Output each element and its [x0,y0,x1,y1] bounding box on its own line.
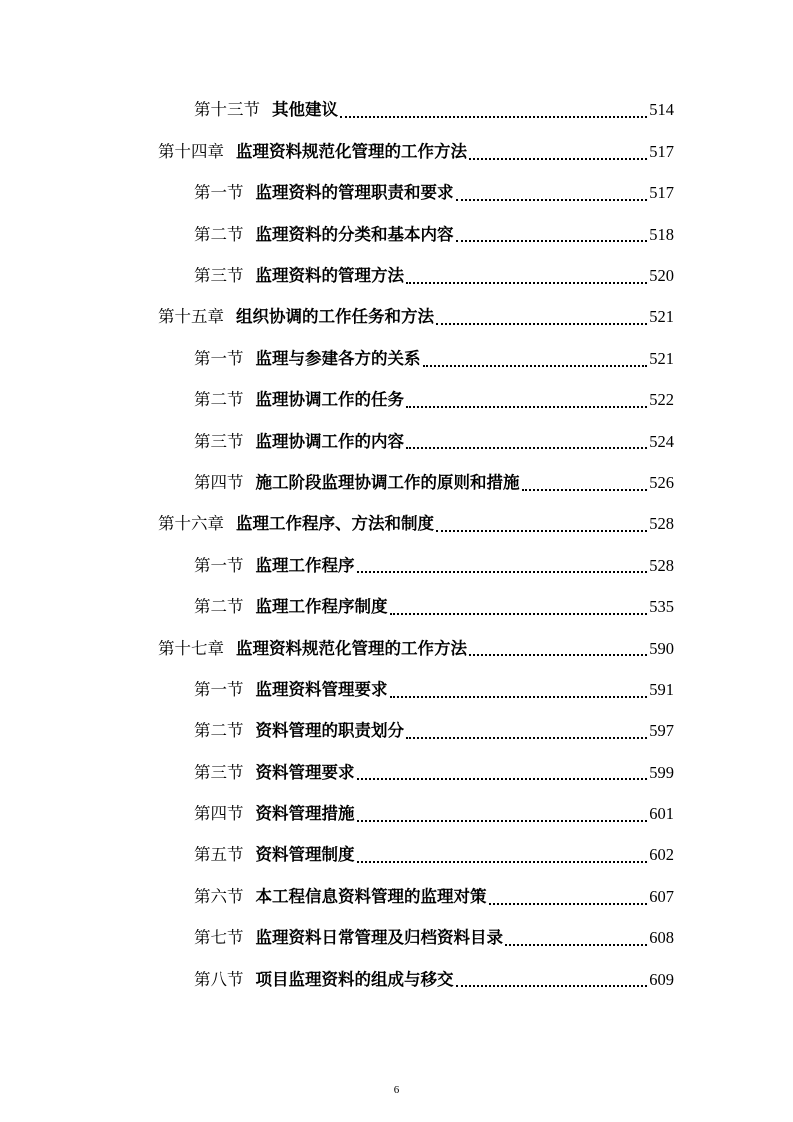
toc-entry-page: 517 [649,141,674,161]
toc-entry-number: 第三节 [194,266,244,285]
toc-entry-title: 监理资料规范化管理的工作方法 [236,141,467,161]
toc-entry-page: 528 [649,555,674,575]
toc-entry-page: 521 [649,307,674,327]
toc-entry-number: 第五节 [194,845,244,865]
toc-leader-dots [406,405,647,408]
toc-leader-dots [357,777,648,780]
toc-leader-dots [469,157,647,160]
toc-entry-page: 591 [649,679,674,699]
toc-leader-dots [436,529,647,532]
toc-entry[interactable] [0,380,793,421]
toc-entry-number: 第十七章 [158,638,224,658]
toc-entry[interactable] [0,628,793,669]
toc-entry[interactable] [0,752,793,793]
toc-entry-title: 资料管理措施 [255,804,355,824]
toc-entry-page: 521 [649,348,674,368]
toc-entry-title: 监理协调工作的任务 [255,390,404,410]
toc-entry-number: 第一节 [194,348,244,368]
toc-entry-number: 第二节 [194,224,244,244]
toc-entry-title: 项目监理资料的组成与移交 [255,969,454,989]
toc-entry[interactable] [0,421,793,462]
toc-entry[interactable] [0,297,793,338]
toc-entry-title: 监理资料规范化管理的工作方法 [236,638,467,658]
toc-entry-title: 资料管理要求 [255,762,355,782]
toc-entry[interactable] [0,587,793,628]
toc-entry-page: 518 [649,224,674,244]
toc-entry[interactable] [0,876,793,917]
toc-leader-dots [436,322,647,325]
toc-entry-title: 施工阶段监理协调工作的原则和措施 [255,472,520,492]
toc-leader-dots [469,653,647,656]
toc-leader-dots [357,570,648,573]
toc-entry-page: 526 [649,472,674,492]
toc-entry-page: 535 [649,597,674,617]
toc-entry-page: 601 [649,804,674,824]
toc-entry-title: 组织协调的工作任务和方法 [236,307,434,327]
toc-leader-dots [390,695,648,698]
toc-entry[interactable] [0,918,793,959]
toc-entry[interactable] [0,463,793,504]
toc-entry-number: 第十三节 [194,100,260,120]
toc-leader-dots [406,281,647,284]
toc-entry-page: 514 [649,100,674,120]
toc-leader-dots [390,612,648,615]
toc-entry-page: 517 [649,183,674,203]
toc-entry-page: 522 [649,390,674,410]
toc-entry-number: 第十四章 [158,141,224,161]
toc-entry-page: 607 [649,886,674,906]
toc-entry[interactable] [0,711,793,752]
toc-entry-number: 第十五章 [158,307,224,327]
toc-leader-dots [423,364,648,367]
toc-entry-number: 第四节 [194,804,244,824]
toc-leader-dots [456,984,648,987]
toc-entry-page: 602 [649,845,674,865]
toc-leader-dots [357,819,648,822]
toc-entry-number: 第十六章 [158,514,224,534]
toc-entry-number: 第三节 [194,431,244,451]
toc-entry-number: 第六节 [194,886,244,906]
toc-entry[interactable] [0,131,793,172]
toc-leader-dots [456,239,648,242]
table-of-contents [0,90,793,1001]
toc-entry-title: 监理协调工作的内容 [255,431,404,451]
toc-entry-number: 第二节 [194,597,244,617]
toc-entry-number: 第八节 [194,969,244,989]
toc-entry-title: 监理资料的分类和基本内容 [255,224,454,244]
toc-entry-page: 528 [649,514,674,534]
toc-entry-title: 监理工作程序制度 [255,597,388,617]
toc-entry[interactable] [0,794,793,835]
toc-entry[interactable] [0,959,793,1000]
toc-entry-title: 监理资料的管理职责和要求 [255,183,454,203]
toc-entry-number: 第三节 [194,762,244,782]
toc-entry-number: 第一节 [194,555,244,575]
toc-entry-page: 608 [649,928,674,948]
toc-entry[interactable] [0,90,793,131]
toc-entry-title: 监理与参建各方的关系 [255,348,421,368]
toc-entry[interactable] [0,669,793,710]
toc-entry[interactable] [0,545,793,586]
toc-entry[interactable] [0,835,793,876]
toc-entry-title: 资料管理制度 [255,845,355,865]
toc-leader-dots [522,488,648,491]
toc-leader-dots [357,860,648,863]
toc-entry-page: 524 [649,431,674,451]
toc-leader-dots [456,198,648,201]
toc-entry[interactable] [0,214,793,255]
toc-entry-title: 监理资料的管理方法 [255,266,404,285]
toc-entry-page: 597 [649,721,674,741]
toc-entry-title: 资料管理的职责划分 [255,721,404,741]
toc-leader-dots [406,736,647,739]
toc-entry-title: 监理资料管理要求 [255,679,388,699]
toc-entry-number: 第四节 [194,472,244,492]
page-number: 6 [393,1084,400,1096]
toc-entry-title: 本工程信息资料管理的监理对策 [255,886,487,906]
toc-entry-page: 520 [649,266,674,285]
toc-entry-title: 监理工作程序、方法和制度 [236,514,434,534]
toc-entry-number: 第七节 [194,928,244,948]
toc-entry[interactable] [0,338,793,379]
toc-leader-dots [505,943,647,946]
toc-entry-number: 第二节 [194,721,244,741]
toc-entry-page: 590 [649,638,674,658]
toc-entry-number: 第二节 [194,390,244,410]
toc-entry-title: 其他建议 [272,100,338,120]
toc-entry[interactable] [0,504,793,545]
toc-entry-number: 第一节 [194,679,244,699]
toc-leader-dots [489,902,648,905]
toc-leader-dots [406,446,647,449]
toc-entry-title: 监理工作程序 [255,555,355,575]
toc-entry-page: 599 [649,762,674,782]
toc-entry[interactable] [0,256,793,297]
toc-entry-page: 609 [649,969,674,989]
toc-entry-title: 监理资料日常管理及归档资料目录 [255,928,503,948]
toc-entry-number: 第一节 [194,183,244,203]
toc-entry[interactable] [0,173,793,214]
toc-leader-dots [340,115,647,118]
